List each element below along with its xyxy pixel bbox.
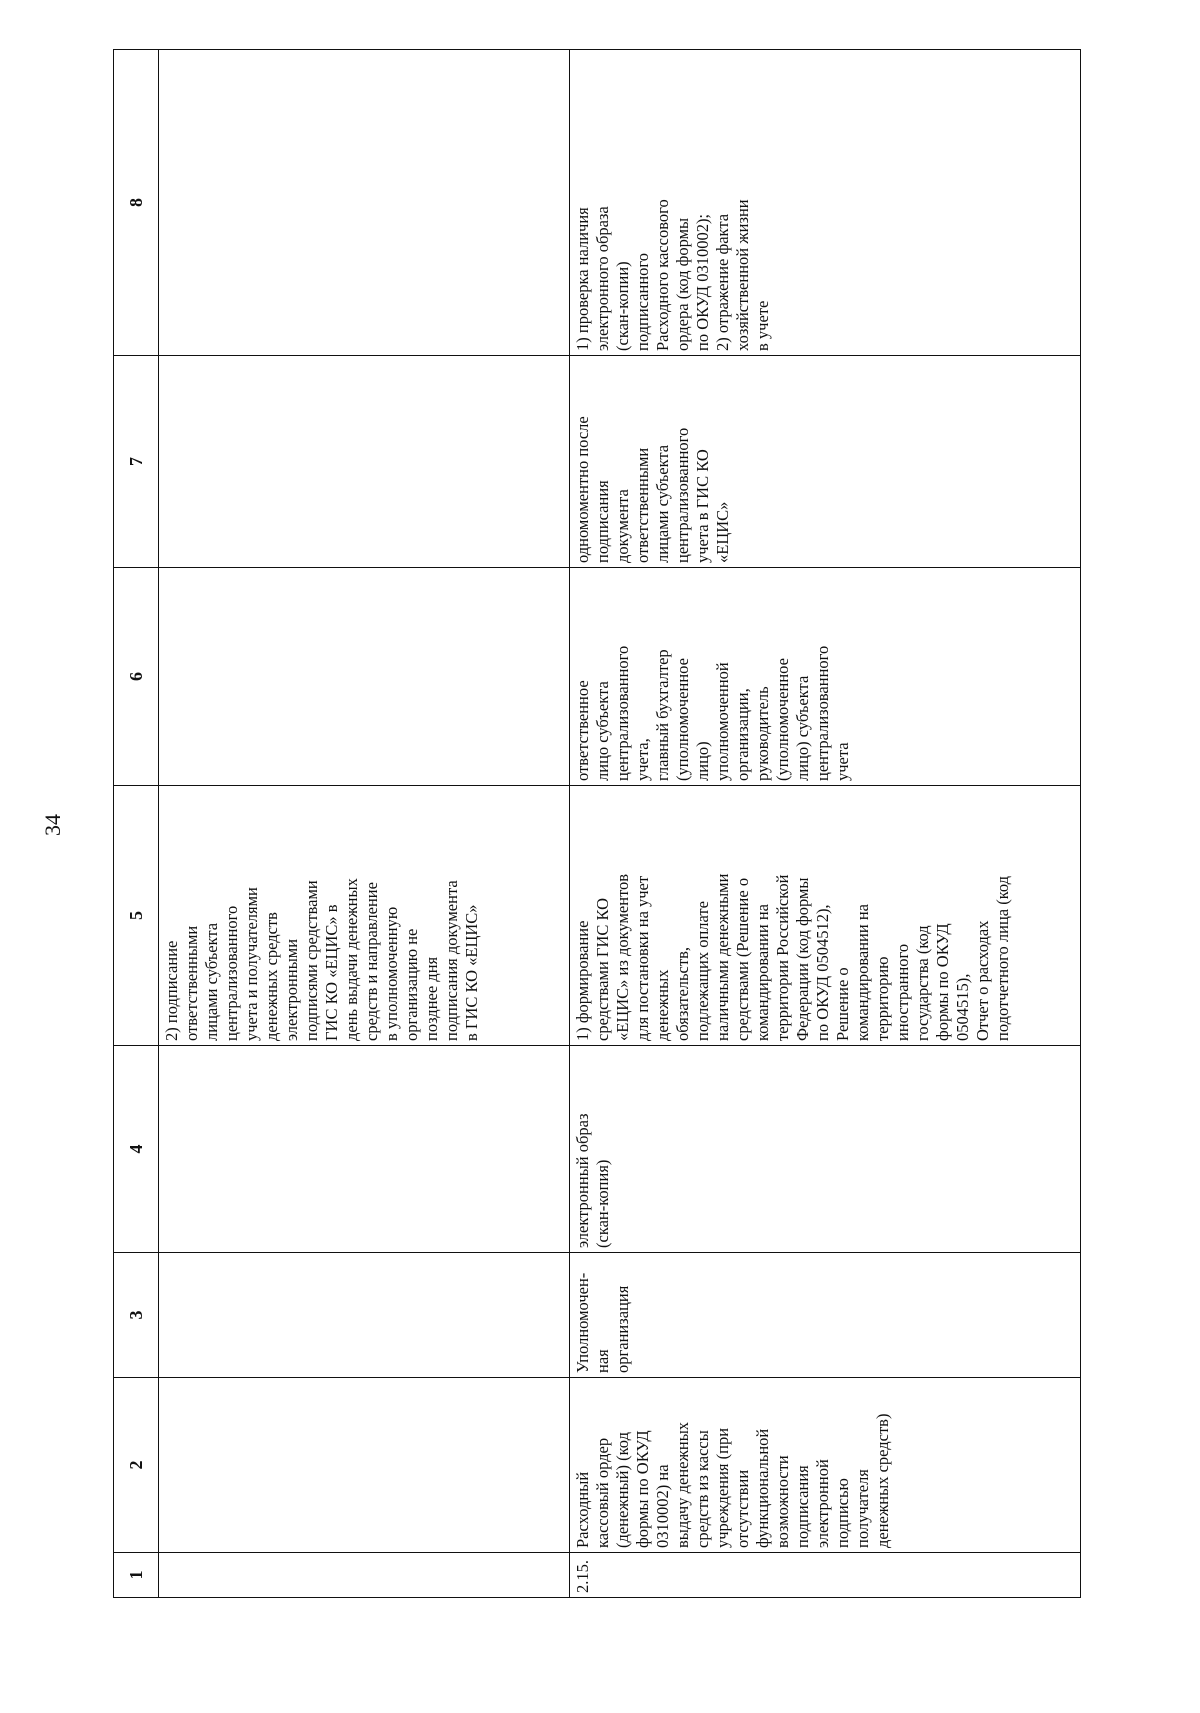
rotated-table-wrapper [113,50,1089,1598]
table-row-2-15 [570,50,1081,1598]
header-cell-8: 8 [114,50,159,356]
procedure-cell: 1) формирование средствами ГИС КО «ЕЦИС» из документов для постановки на учет денежных обязательств, подлежащих оплате наличными денежными средствами (Решение о командировании на территории Российской Федерации (код формы по ОКУД 0504512), Решение о командировании на территорию иностранного государства (код формы по ОКУД 0504515), Отчет о расходах подотчетного лица (код [570,786,1081,1046]
cont-cell-4 [159,1046,570,1253]
signers-cell: ответственное лицо субъекта централизованного учета, главный бухгалтер (уполномоченное лицо) уполномоченной организации, руководитель (уполномоченное лицо) субъекта централизованного учета [570,568,1081,786]
responsible-org-cell: Уполномочен- ная организация [570,1253,1081,1378]
header-cell-7: 7 [114,356,159,568]
header-row [114,50,159,1598]
row-number-cell: 2.15. [570,1553,1081,1598]
header-cell-4: 4 [114,1046,159,1253]
timing-cell: одномоментно после подписания документа ответственными лицами субъекта централизованного учета в ГИС КО «ЕЦИС» [570,356,1081,568]
document-table [113,49,1081,1598]
header-cell-2: 2 [114,1378,159,1553]
document-format-cell: электронный образ (скан-копия) [570,1046,1081,1253]
table-row-continuation [159,50,570,1598]
document-name-cell: Расходный кассовый ордер (денежный) (код формы по ОКУД 0310002) на выдачу денежных средств из кассы учреждения (при отсутствии функциональной возможности подписания электронной подписью получателя денежных средств) [570,1378,1081,1553]
accounting-actions-cell: 1) проверка наличия электронного образа (скан-копии) подписанного Расходного кассового ордера (код формы по ОКУД 0310002); 2) отражение факта хозяйственной жизни в учете [570,50,1081,356]
cont-cell-6 [159,568,570,786]
page-number: 34 [40,814,65,836]
cont-cell-5: 2) подписание ответственными лицами субъекта централизованного учета и получателями денежных средств электронными подписями средствами ГИС КО «ЕЦИС» в день выдачи денежных средств и направление в уполномоченную организацию не позднее дня подписания документа в ГИС КО «ЕЦИС» [159,786,570,1046]
header-cell-1: 1 [114,1553,159,1598]
cont-cell-8 [159,50,570,356]
cont-cell-3 [159,1253,570,1378]
header-cell-6: 6 [114,568,159,786]
cont-cell-7 [159,356,570,568]
cont-cell-1 [159,1553,570,1598]
header-cell-5: 5 [114,786,159,1046]
header-cell-3: 3 [114,1253,159,1378]
cont-cell-2 [159,1378,570,1553]
